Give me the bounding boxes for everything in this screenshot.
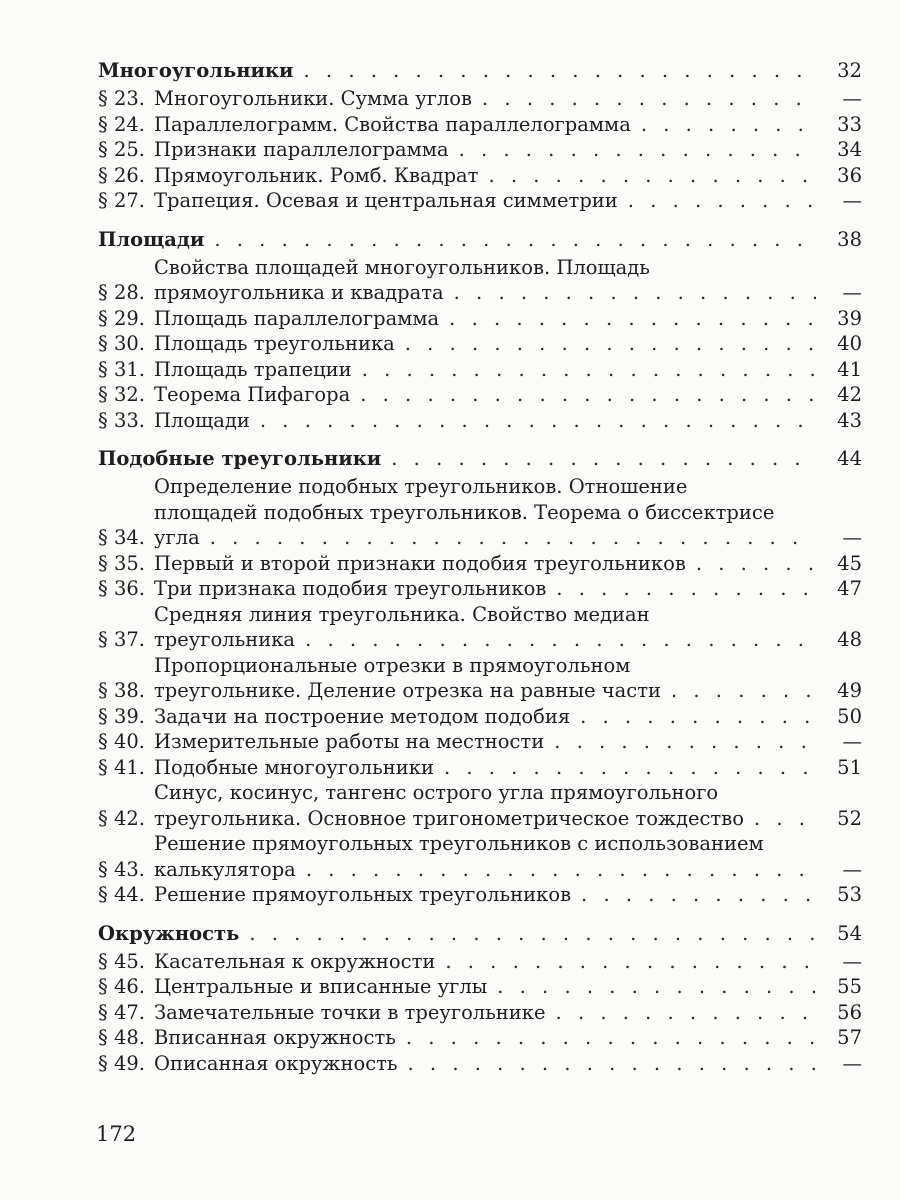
section-number: § 33. [98,408,145,432]
dot-leader [581,882,816,908]
section-title-line: Замечательные точки в треугольнике [154,1000,546,1024]
section-page: 51 [837,755,862,779]
section-title [154,1051,822,1077]
dot-leader [306,857,816,883]
dot-leader [406,1025,816,1051]
toc-entry[interactable] [98,704,862,730]
toc-entry[interactable] [98,882,862,908]
section-title [154,331,822,357]
toc-entry[interactable] [98,653,862,704]
dot-leader [556,1000,816,1026]
toc-entry[interactable] [98,382,862,408]
dot-leader [696,551,816,577]
section-title [154,704,822,730]
section-number: § 28. [98,281,145,304]
section-title [154,474,822,551]
section-page: 41 [837,357,862,381]
toc-entry[interactable] [98,755,862,781]
dot-leader [556,576,816,602]
chapter-title: Подобные треугольники [98,447,382,470]
dot-leader [641,112,816,138]
toc-section [98,919,862,1077]
section-page: 52 [837,806,862,830]
section-title [154,357,822,383]
section-title [154,780,822,831]
section-title [154,408,822,434]
section-title [154,112,822,138]
section-title-line: Площади [154,408,250,432]
section-title-line: Касательная к окружности [154,949,436,973]
toc-entry[interactable] [98,188,862,214]
section-page: 49 [837,679,862,702]
dot-leader [454,280,816,306]
section-title-line: Измерительные работы на местности [154,730,545,753]
section-title [154,1025,822,1051]
section-title [154,755,822,781]
dot-leader [305,627,816,653]
section-page: — [842,730,862,753]
section-page: 56 [837,1000,862,1024]
section-title-line: Пропорциональные отрезки в прямоугольном [154,653,631,677]
section-title [154,602,822,653]
section-title-line: Трапеция. Осевая и центральная симметрии [154,189,618,212]
section-title-line: Свойства площадей многоугольников. Площадь [154,255,650,279]
section-number: § 48. [98,1026,145,1049]
section-number: § 43. [98,857,145,881]
section-title [154,188,822,214]
section-number: § 26. [98,163,145,187]
toc-entry[interactable] [98,974,862,1000]
section-title-line: Площадь параллелограмма [154,306,440,330]
section-title-line: площадей подобных треугольников. Теорема о биссектрисе [154,500,775,524]
toc-section [98,56,862,214]
toc-entry[interactable] [98,408,862,434]
dot-leader [482,86,816,112]
toc-chapter-heading[interactable] [98,444,862,473]
section-page: — [842,526,862,549]
dot-leader [405,331,816,357]
toc-entry[interactable] [98,551,862,577]
toc-chapter-heading[interactable] [98,225,862,254]
section-title [154,255,822,306]
toc-entry[interactable] [98,137,862,163]
section-title-line: прямоугольника и квадрата [154,281,444,304]
section-page: 47 [837,577,862,600]
section-title [154,653,822,704]
dot-leader [754,806,816,832]
section-number: § 49. [98,1051,145,1075]
section-title-line: Средняя линия треугольника. Свойство медиан [154,602,650,626]
section-page: — [842,189,862,212]
chapter-page: 38 [837,227,862,251]
section-page: 42 [837,383,862,406]
dot-leader [304,56,816,85]
section-page: 43 [837,408,862,432]
dot-leader [459,137,816,163]
section-title [154,949,822,975]
section-title-line: треугольника [154,628,296,651]
section-page: 36 [837,163,862,187]
toc-entry[interactable] [98,831,862,882]
section-title [154,163,822,189]
section-number: § 40. [98,730,145,753]
chapter-page: 54 [837,921,862,945]
toc-entry[interactable] [98,163,862,189]
section-title-line: Многоугольники. Сумма углов [154,87,473,110]
dot-leader [488,163,816,189]
section-title [154,1000,822,1026]
section-number: § 44. [98,883,145,906]
section-title [154,974,822,1000]
section-title-line: Определение подобных треугольников. Отношение [154,475,688,498]
section-page: 39 [837,306,862,330]
section-page: 45 [837,551,862,575]
section-number: § 30. [98,332,145,355]
section-title-line: Задачи на построение методом подобия [154,704,571,728]
section-title-line: треугольника. Основное тригонометрическое тождество [154,806,744,830]
toc-entry[interactable] [98,1025,862,1051]
section-number: § 34. [98,526,145,549]
section-title-line: Решение прямоугольных треугольников с использованием [154,832,764,855]
section-page: 53 [837,883,862,906]
section-title-line: Первый и второй признаки подобия треугольников [154,551,686,575]
section-number: § 45. [98,949,145,973]
section-number: § 37. [98,628,145,651]
dot-leader [628,188,816,214]
section-number: § 25. [98,138,145,161]
section-title [154,551,822,577]
toc-entry[interactable] [98,112,862,138]
toc-section [98,444,862,908]
section-title [154,137,822,163]
section-page: — [842,1051,862,1075]
section-number: § 23. [98,87,145,110]
dot-leader [210,525,816,551]
dot-leader [580,704,816,730]
table-of-contents [98,56,862,1087]
toc-entry[interactable] [98,780,862,831]
section-title-line: треугольнике. Деление отрезка на равные части [154,679,661,702]
dot-leader [445,949,816,975]
section-title [154,382,822,408]
dot-leader [444,755,816,781]
section-title-line: Параллелограмм. Свойства параллелограмма [154,112,631,136]
dot-leader [391,444,816,473]
section-page: 57 [837,1026,862,1049]
chapter-title: Многоугольники [98,59,294,82]
toc-entry[interactable] [98,331,862,357]
section-number: § 41. [98,755,145,779]
section-title-line: Признаки параллелограмма [154,138,449,161]
section-page: — [842,87,862,110]
dot-leader [408,1051,816,1077]
dot-leader [260,408,816,434]
section-number: § 24. [98,112,145,136]
dot-leader [449,306,816,332]
section-page: 50 [837,704,862,728]
dot-leader [671,678,816,704]
section-number: § 27. [98,189,145,212]
section-title-line: Площадь трапеции [154,357,352,381]
section-page: — [842,281,862,304]
section-title-line: Синус, косинус, тангенс острого угла прямоугольного [154,781,719,804]
section-page: — [842,857,862,881]
section-page: 55 [837,975,862,998]
toc-entry[interactable] [98,1051,862,1077]
chapter-title: Окружность [98,921,240,945]
section-title-line: Прямоугольник. Ромб. Квадрат [154,163,479,187]
section-number: § 46. [98,975,145,998]
toc-entry[interactable] [98,255,862,306]
section-number: § 36. [98,577,145,600]
section-title-line: Теорема Пифагора [154,383,351,406]
section-number: § 35. [98,551,145,575]
chapter-title: Площади [98,227,205,251]
chapter-page: 32 [837,59,862,82]
toc-entry[interactable] [98,86,862,112]
section-number: § 29. [98,306,145,330]
toc-entry[interactable] [98,576,862,602]
section-number: § 38. [98,679,145,702]
dot-leader [360,382,816,408]
section-number: § 47. [98,1000,145,1024]
section-title [154,86,822,112]
section-title [154,882,822,908]
section-title-line: калькулятора [154,857,296,881]
dot-leader [554,729,816,755]
dot-leader [362,357,816,383]
section-title [154,729,822,755]
section-page: — [842,949,862,973]
dot-leader [249,919,816,948]
chapter-page: 44 [837,447,862,470]
section-title-line: Центральные и вписанные углы [154,975,488,998]
section-number: § 31. [98,357,145,381]
section-title-line: Подобные многоугольники [154,755,434,779]
section-number: § 39. [98,704,145,728]
toc-entry[interactable] [98,949,862,975]
section-page: 40 [837,332,862,355]
section-title-line: угла [154,526,200,549]
section-number: § 42. [98,806,145,830]
toc-entry[interactable] [98,474,862,551]
section-title-line: Решение прямоугольных треугольников [154,883,572,906]
toc-entry[interactable] [98,602,862,653]
section-title [154,831,822,882]
section-title-line: Описанная окружность [154,1051,398,1075]
toc-chapter-heading[interactable] [98,56,862,85]
section-number: § 32. [98,383,145,406]
toc-entry[interactable] [98,729,862,755]
section-page: 34 [837,138,862,161]
section-title [154,306,822,332]
section-page: 48 [837,628,862,651]
page-number: 172 [96,1122,137,1146]
toc-entry[interactable] [98,306,862,332]
dot-leader [497,974,816,1000]
toc-section [98,225,862,434]
toc-entry[interactable] [98,357,862,383]
toc-entry[interactable] [98,1000,862,1026]
section-title-line: Вписанная окружность [154,1026,396,1049]
dot-leader [214,225,816,254]
section-title-line: Три признака подобия треугольников [154,577,547,600]
section-title-line: Площадь треугольника [154,332,395,355]
toc-chapter-heading[interactable] [98,919,862,948]
section-title [154,576,822,602]
section-page: 33 [837,112,862,136]
